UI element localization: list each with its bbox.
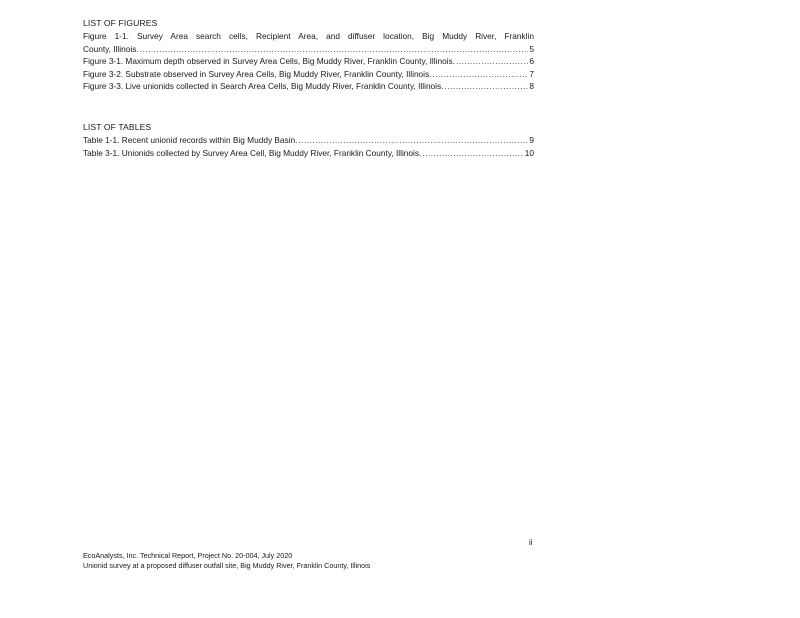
toc-entry-text: Figure 3-2. Substrate observed in Survey Area Cells, Big Muddy River, Franklin County, Illinois.: [83, 68, 432, 79]
toc-entry-text: Table 1-1. Recent unionid records within Big Muddy Basin.: [83, 135, 298, 145]
list-of-figures: [83, 18, 534, 93]
toc-page-number: 5: [529, 43, 534, 54]
toc-page-number: 6: [529, 56, 534, 66]
dot-leader: [456, 55, 528, 68]
dot-leader: [140, 43, 529, 56]
dot-leader: [444, 80, 528, 93]
list-of-tables: [83, 122, 534, 159]
toc-page-number: 9: [529, 135, 534, 145]
toc-page-number: 7: [529, 68, 534, 79]
dot-leader: [432, 68, 528, 81]
footer-report-line: EcoAnalysts, Inc. Technical Report, Project No. 20-004, July 2020: [83, 551, 293, 560]
toc-entry-text: Figure 3-1. Maximum depth observed in Survey Area Cells, Big Muddy River, Franklin County, Illinois.: [83, 56, 455, 66]
dot-leader: [422, 147, 523, 160]
toc-entry-figure-3-1[interactable]: [83, 55, 534, 68]
toc-page-number: 10: [524, 147, 534, 158]
page-number: ii: [529, 538, 533, 547]
toc-page-number: 8: [529, 81, 534, 91]
dot-leader: [298, 134, 528, 147]
toc-entry-text: Figure 3-3. Live unionids collected in Search Area Cells, Big Muddy River, Franklin County, Illinois.: [83, 81, 444, 91]
list-of-tables-heading: LIST OF TABLES: [83, 122, 152, 132]
footer-title-line: Unionid survey at a proposed diffuser outfall site, Big Muddy River, Franklin County, Illinois: [83, 561, 371, 570]
page-footer: [83, 551, 370, 571]
toc-entry-text: Table 3-1. Unionids collected by Survey Area Cell, Big Muddy River, Franklin County, Illinois.: [83, 147, 422, 158]
toc-entry-table-1-1[interactable]: [83, 134, 534, 147]
toc-entry-figure-3-2[interactable]: [83, 68, 534, 81]
toc-entry-text: County, Illinois.: [83, 43, 139, 54]
list-of-figures-heading: LIST OF FIGURES: [83, 18, 158, 28]
toc-entry-figure-1-1[interactable]: [83, 30, 534, 55]
toc-entry-figure-3-3[interactable]: [83, 80, 534, 93]
toc-entry-table-3-1[interactable]: [83, 147, 534, 160]
toc-entry-first-line: Figure 1-1. Survey Area search cells, Recipient Area, and diffuser location, Big Muddy River, Franklin: [83, 31, 534, 41]
